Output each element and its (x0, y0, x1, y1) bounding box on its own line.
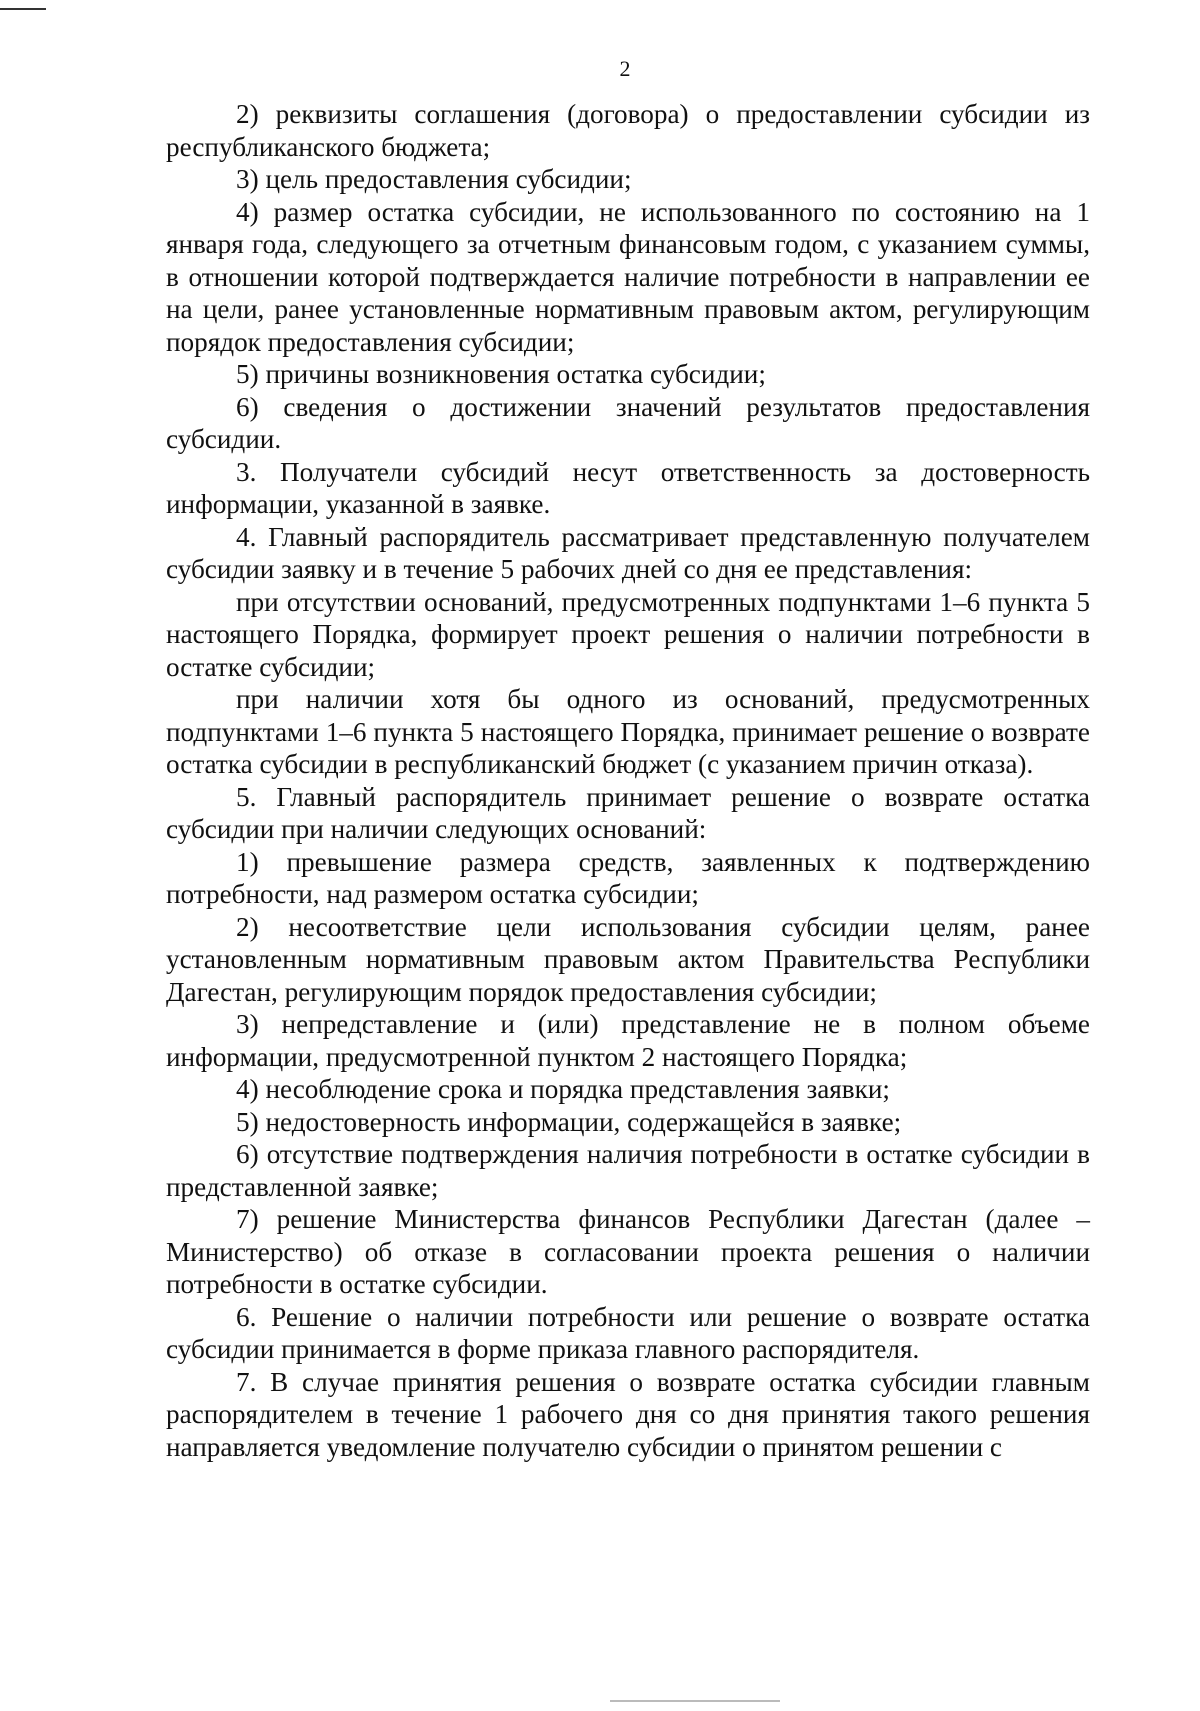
paragraph: 5. Главный распорядитель принимает решение о возврате остатка субсидии при наличии следующих оснований: (166, 781, 1090, 844)
paragraph: 6. Решение о наличии потребности или решение о возврате остатка субсидии принимается в форме приказа главного распорядителя. (166, 1301, 1090, 1364)
page-number: 2 (619, 56, 631, 81)
paragraph: 3. Получатели субсидий несут ответственность за достоверность информации, указанной в заявке. (166, 456, 1090, 519)
paragraph: 6) отсутствие подтверждения наличия потребности в остатке субсидии в представленной заявке; (166, 1139, 1090, 1202)
paragraph: 2) несоответствие цели использования субсидии целям, ранее установленным нормативным правовым актом Правительства Республики Дагестан, регулирующим порядок предоставления субсидии; (166, 911, 1090, 1007)
paragraph: 1) превышение размера средств, заявленных к подтверждению потребности, над размером остатка субсидии; (166, 846, 1090, 909)
document-body (166, 98, 1090, 1463)
paragraph: при наличии хотя бы одного из оснований, предусмотренных подпунктами 1–6 пункта 5 настоящего Порядка, принимает решение о возврате остатка субсидии в республиканский бюджет (с указанием причин отказа). (166, 684, 1090, 779)
scan-bottom-smudge (610, 1700, 780, 1702)
paragraph: 7. В случае принятия решения о возврате остатка субсидии главным распорядителем в течение 1 рабочего дня со дня принятия такого решения направляется уведомление получателю субсидии о принятом решении с (166, 1366, 1090, 1462)
paragraph: 4) несоблюдение срока и порядка представления заявки; (236, 1074, 890, 1104)
paragraph: 5) причины возникновения остатка субсидии; (236, 359, 766, 389)
paragraph: 3) цель предоставления субсидии; (236, 164, 632, 194)
paragraph: 5) недостоверность информации, содержащейся в заявке; (236, 1106, 902, 1137)
paragraph: 7) решение Министерства финансов Республики Дагестан (далее – Министерство) об отказе в согласовании проекта решения о наличии потребности в остатке субсидии. (166, 1204, 1090, 1299)
paragraph: 6) сведения о достижении значений результатов предоставления субсидии. (166, 391, 1090, 454)
paragraph: 3) непредставление и (или) представление не в полном объеме информации, предусмотренной пунктом 2 настоящего Порядка; (166, 1009, 1090, 1072)
paragraph: 4) размер остатка субсидии, не использованного по состоянию на 1 января года, следующего за отчетным финансовым годом, с указанием суммы, в отношении которой подтверждается наличие потребности в направлении ее на цели, ранее установленные нормативным правовым актом, регулирующим порядок предоставления субсидии; (166, 196, 1090, 357)
scan-corner-mark (0, 8, 46, 10)
paragraph: 2) реквизиты соглашения (договора) о предоставлении субсидии из республиканского бюджета; (166, 99, 1090, 162)
paragraph: при отсутствии оснований, предусмотренных подпунктами 1–6 пункта 5 настоящего Порядка, формирует проект решения о наличии потребности в остатке субсидии; (166, 586, 1090, 682)
paragraph: 4. Главный распорядитель рассматривает представленную получателем субсидии заявку и в течение 5 рабочих дней со дня ее представления: (166, 521, 1090, 584)
